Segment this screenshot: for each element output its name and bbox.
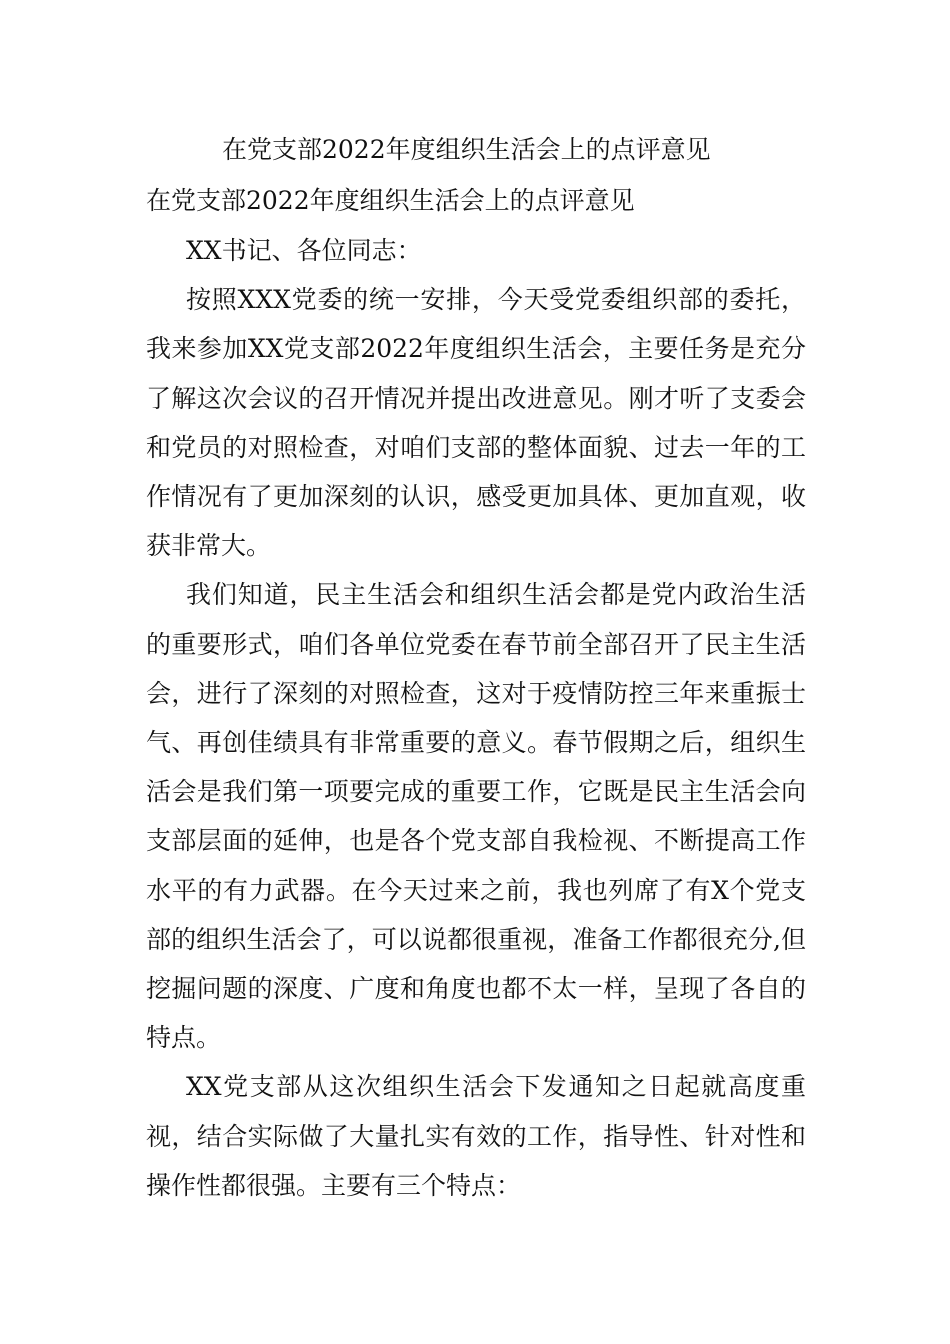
salutation: XX书记、各位同志：: [186, 236, 422, 265]
paragraph-3: XX党支部从这次组织生活会下发通知之日起就高度重视，结合实际做了大量扎实有效的工作，指导性、针对性和操作性都很强。主要有三个特点：: [146, 1072, 806, 1200]
document-body: [146, 226, 806, 1210]
document-subtitle: 在党支部2022年度组织生活会上的点评意见: [146, 186, 635, 215]
document-title: 在党支部2022年度组织生活会上的点评意见: [222, 135, 711, 164]
paragraph-1: 按照XXX党委的统一安排，今天受党委组织部的委托，我来参加XX党支部2022年度组织生活会，主要任务是充分了解这次会议的召开情况并提出改进意见。刚才听了支委会和党员的对照检查，对咱们支部的整体面貌、过去一年的工作情况有了更加深刻的认识，感受更加具体、更加直观，收获非常大。: [146, 285, 806, 561]
paragraph-2: 我们知道，民主生活会和组织生活会都是党内政治生活的重要形式，咱们各单位党委在春节前全部召开了民主生活会，进行了深刻的对照检查，这对于疫情防控三年来重振士气、再创佳绩具有非常重要的意义。春节假期之后，组织生活会是我们第一项要完成的重要工作，它既是民主生活会向支部层面的延伸，也是各个党支部自我检视、不断提高工作水平的有力武器。在今天过来之前，我也列席了有X个党支部的组织生活会了，可以说都很重视，准备工作都很充分,但挖掘问题的深度、广度和角度也都不太一样，呈现了各自的特点。: [146, 580, 806, 1053]
